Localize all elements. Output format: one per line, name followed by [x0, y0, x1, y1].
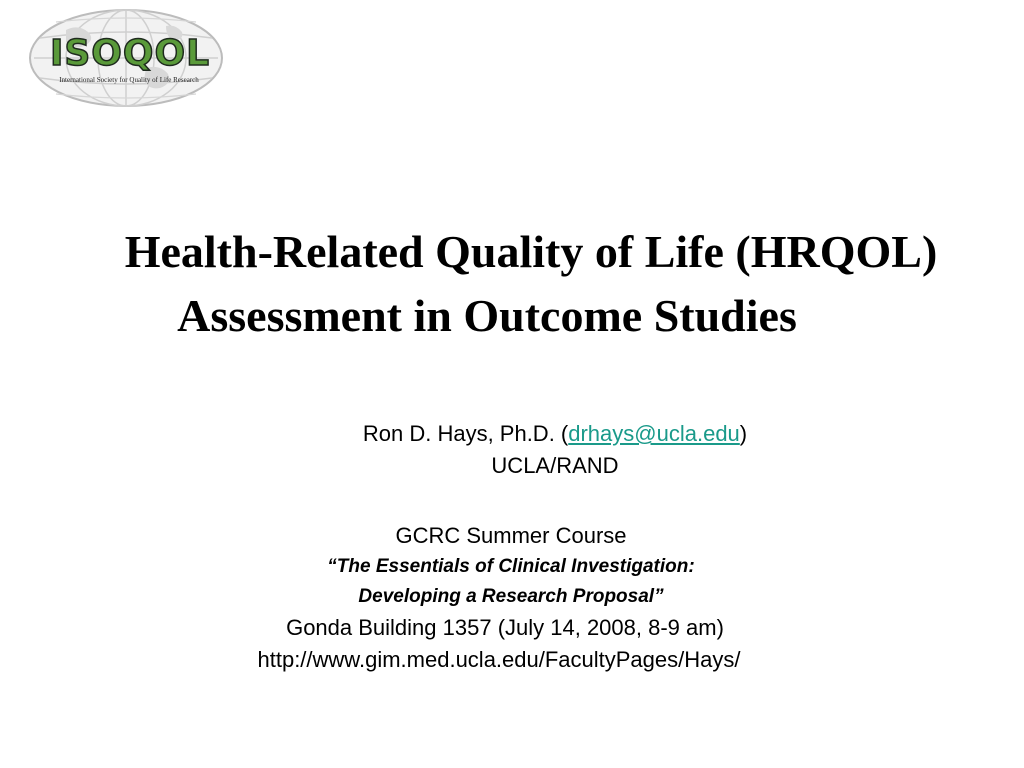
slide-title [0, 220, 1024, 349]
email-link[interactable]: drhays@ucla.edu [568, 421, 740, 446]
author-line [100, 418, 1010, 450]
author-name-close: ) [739, 421, 748, 446]
affiliation: UCLA/RAND [491, 453, 619, 478]
logo-wordmark: ISOQOL [49, 33, 211, 74]
title-line-2: Assessment in Outcome Studies [177, 290, 797, 342]
author-name: Ron D. Hays, Ph.D. ( [362, 421, 569, 446]
title-line-1: Health-Related Quality of Life (HRQOL) [124, 226, 938, 277]
course-subtitle-line-2: Developing a Research Proposal” [358, 586, 664, 607]
course-location: Gonda Building 1357 (July 14, 2008, 8-9 am) [286, 615, 724, 640]
faculty-url[interactable]: http://www.gim.med.ucla.edu/FacultyPages/Hays/ [257, 647, 741, 672]
course-subtitle-line-1: “The Essentials of Clinical Investigation: [327, 556, 695, 577]
spacer [100, 482, 1010, 520]
isoqol-logo [26, 8, 226, 108]
presenter-info [100, 418, 1010, 676]
course-name: GCRC Summer Course [395, 523, 627, 548]
logo-tagline: International Society for Quality of Life Research [59, 76, 199, 84]
